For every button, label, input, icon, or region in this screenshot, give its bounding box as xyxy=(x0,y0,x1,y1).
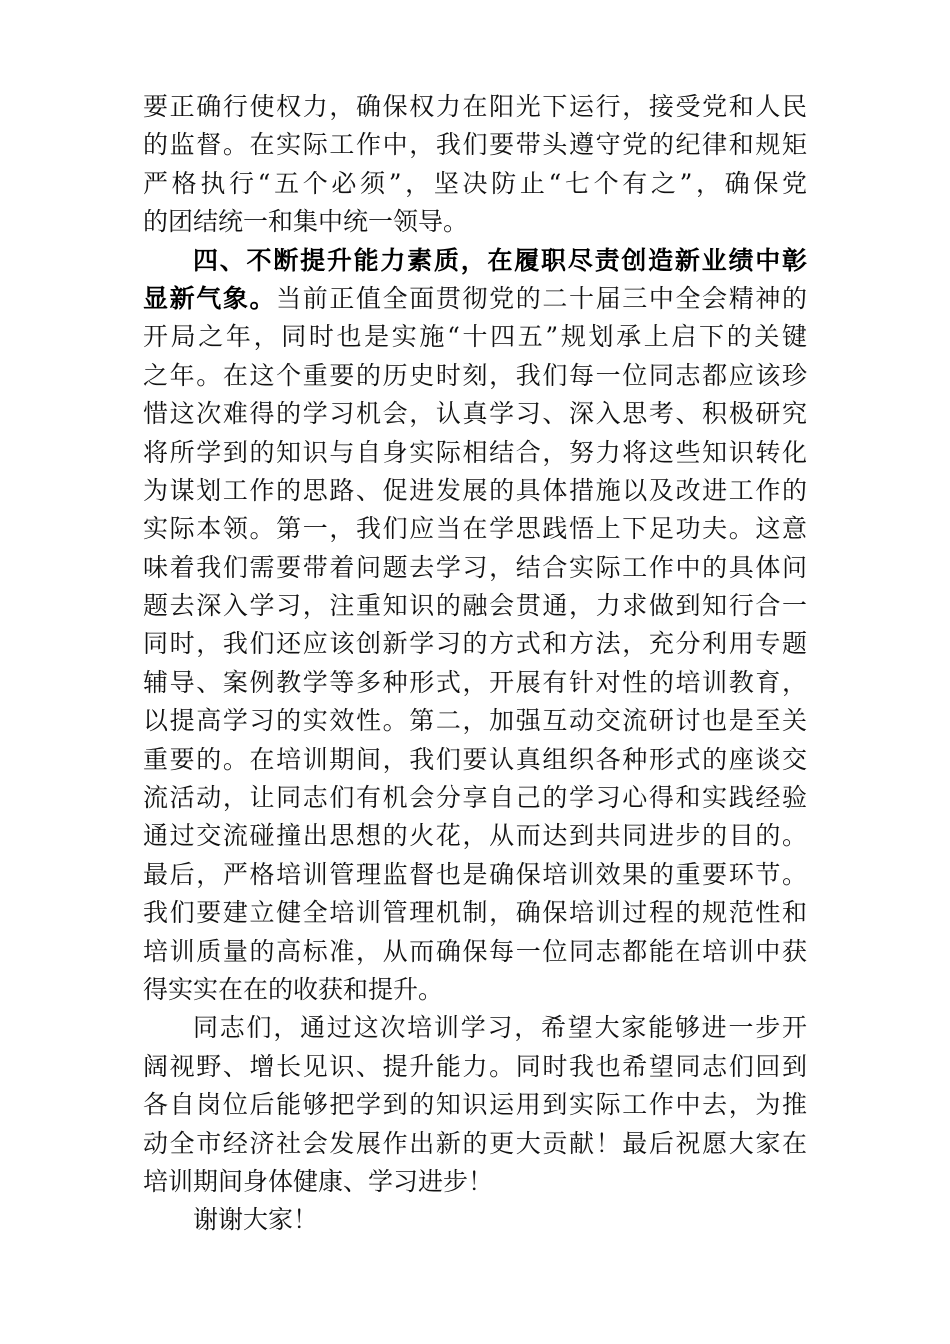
text-line: 流活动，让同志们有机会分享自己的学习心得和实践经验 xyxy=(143,783,807,813)
text-line: 得实实在在的收获和提升。 xyxy=(143,974,444,1004)
text-line: 之年。在这个重要的历史时刻，我们每一位同志都应该珍 xyxy=(143,360,807,390)
text-line: 以提高学习的实效性。第二，加强互动交流研讨也是至关 xyxy=(143,706,807,736)
section-heading: 四、不断提升能力素质，在履职尽责创造新业绩中彰 xyxy=(193,245,807,275)
text-line: 要正确行使权力，确保权力在阳光下运行，接受党和人民 xyxy=(143,92,807,121)
text-line: 惜这次难得的学习机会，认真学习、深入思考、积极研究 xyxy=(143,399,807,429)
text-line: 的团结统一和集中统一领导。 xyxy=(143,207,469,237)
text-line: 为谋划工作的思路、促进发展的具体措施以及改进工作的 xyxy=(143,475,807,505)
text-line: 最后，严格培训管理监督也是确保培训效果的重要环节。 xyxy=(143,859,807,889)
text-line: 同志们，通过这次培训学习，希望大家能够进一步开 xyxy=(193,1013,807,1043)
text-line xyxy=(143,280,807,318)
text-line: 动全市经济社会发展作出新的更大贡献！最后祝愿大家在 xyxy=(143,1128,807,1158)
text-line: 通过交流碰撞出思想的火花，从而达到共同进步的目的。 xyxy=(143,821,807,851)
text-line: 辅导、案例教学等多种形式，开展有针对性的培训教育， xyxy=(143,667,807,697)
text-line: 重要的。在培训期间，我们要认真组织各种形式的座谈交 xyxy=(143,744,807,774)
text-line: 培训质量的高标准，从而确保每一位同志都能在培训中获 xyxy=(143,936,807,966)
closing-remark: 谢谢大家！ xyxy=(193,1205,319,1235)
text-line: 严格执行“五个必须”，坚决防止“七个有之”，确保党 xyxy=(143,168,807,198)
section-heading-continuation: 显新气象。 xyxy=(143,283,277,313)
text-line: 开局之年，同时也是实施“十四五”规划承上启下的关键 xyxy=(143,322,807,352)
document-body xyxy=(143,88,807,1240)
text-line: 培训期间身体健康、学习进步！ xyxy=(143,1166,494,1196)
text-line: 味着我们需要带着问题去学习，结合实际工作中的具体问 xyxy=(143,552,807,582)
text-line: 我们要建立健全培训管理机制，确保培训过程的规范性和 xyxy=(143,898,807,928)
text-line: 将所学到的知识与自身实际相结合，努力将这些知识转化 xyxy=(143,437,807,467)
text-line: 的监督。在实际工作中，我们要带头遵守党的纪律和规矩 xyxy=(143,130,807,160)
text-line: 阔视野、增长见识、提升能力。同时我也希望同志们回到 xyxy=(143,1051,807,1081)
text-fragment: 当前正值全面贯彻党的二十届三中全会精神的 xyxy=(276,283,807,313)
text-line: 题去深入学习，注重知识的融会贯通，力求做到知行合一 xyxy=(143,591,807,621)
text-line: 实际本领。第一，我们应当在学思践悟上下足功夫。这意 xyxy=(143,514,807,544)
text-line: 同时，我们还应该创新学习的方式和方法，充分利用专题 xyxy=(143,629,807,659)
text-line: 各自岗位后能够把学到的知识运用到实际工作中去，为推 xyxy=(143,1090,807,1120)
